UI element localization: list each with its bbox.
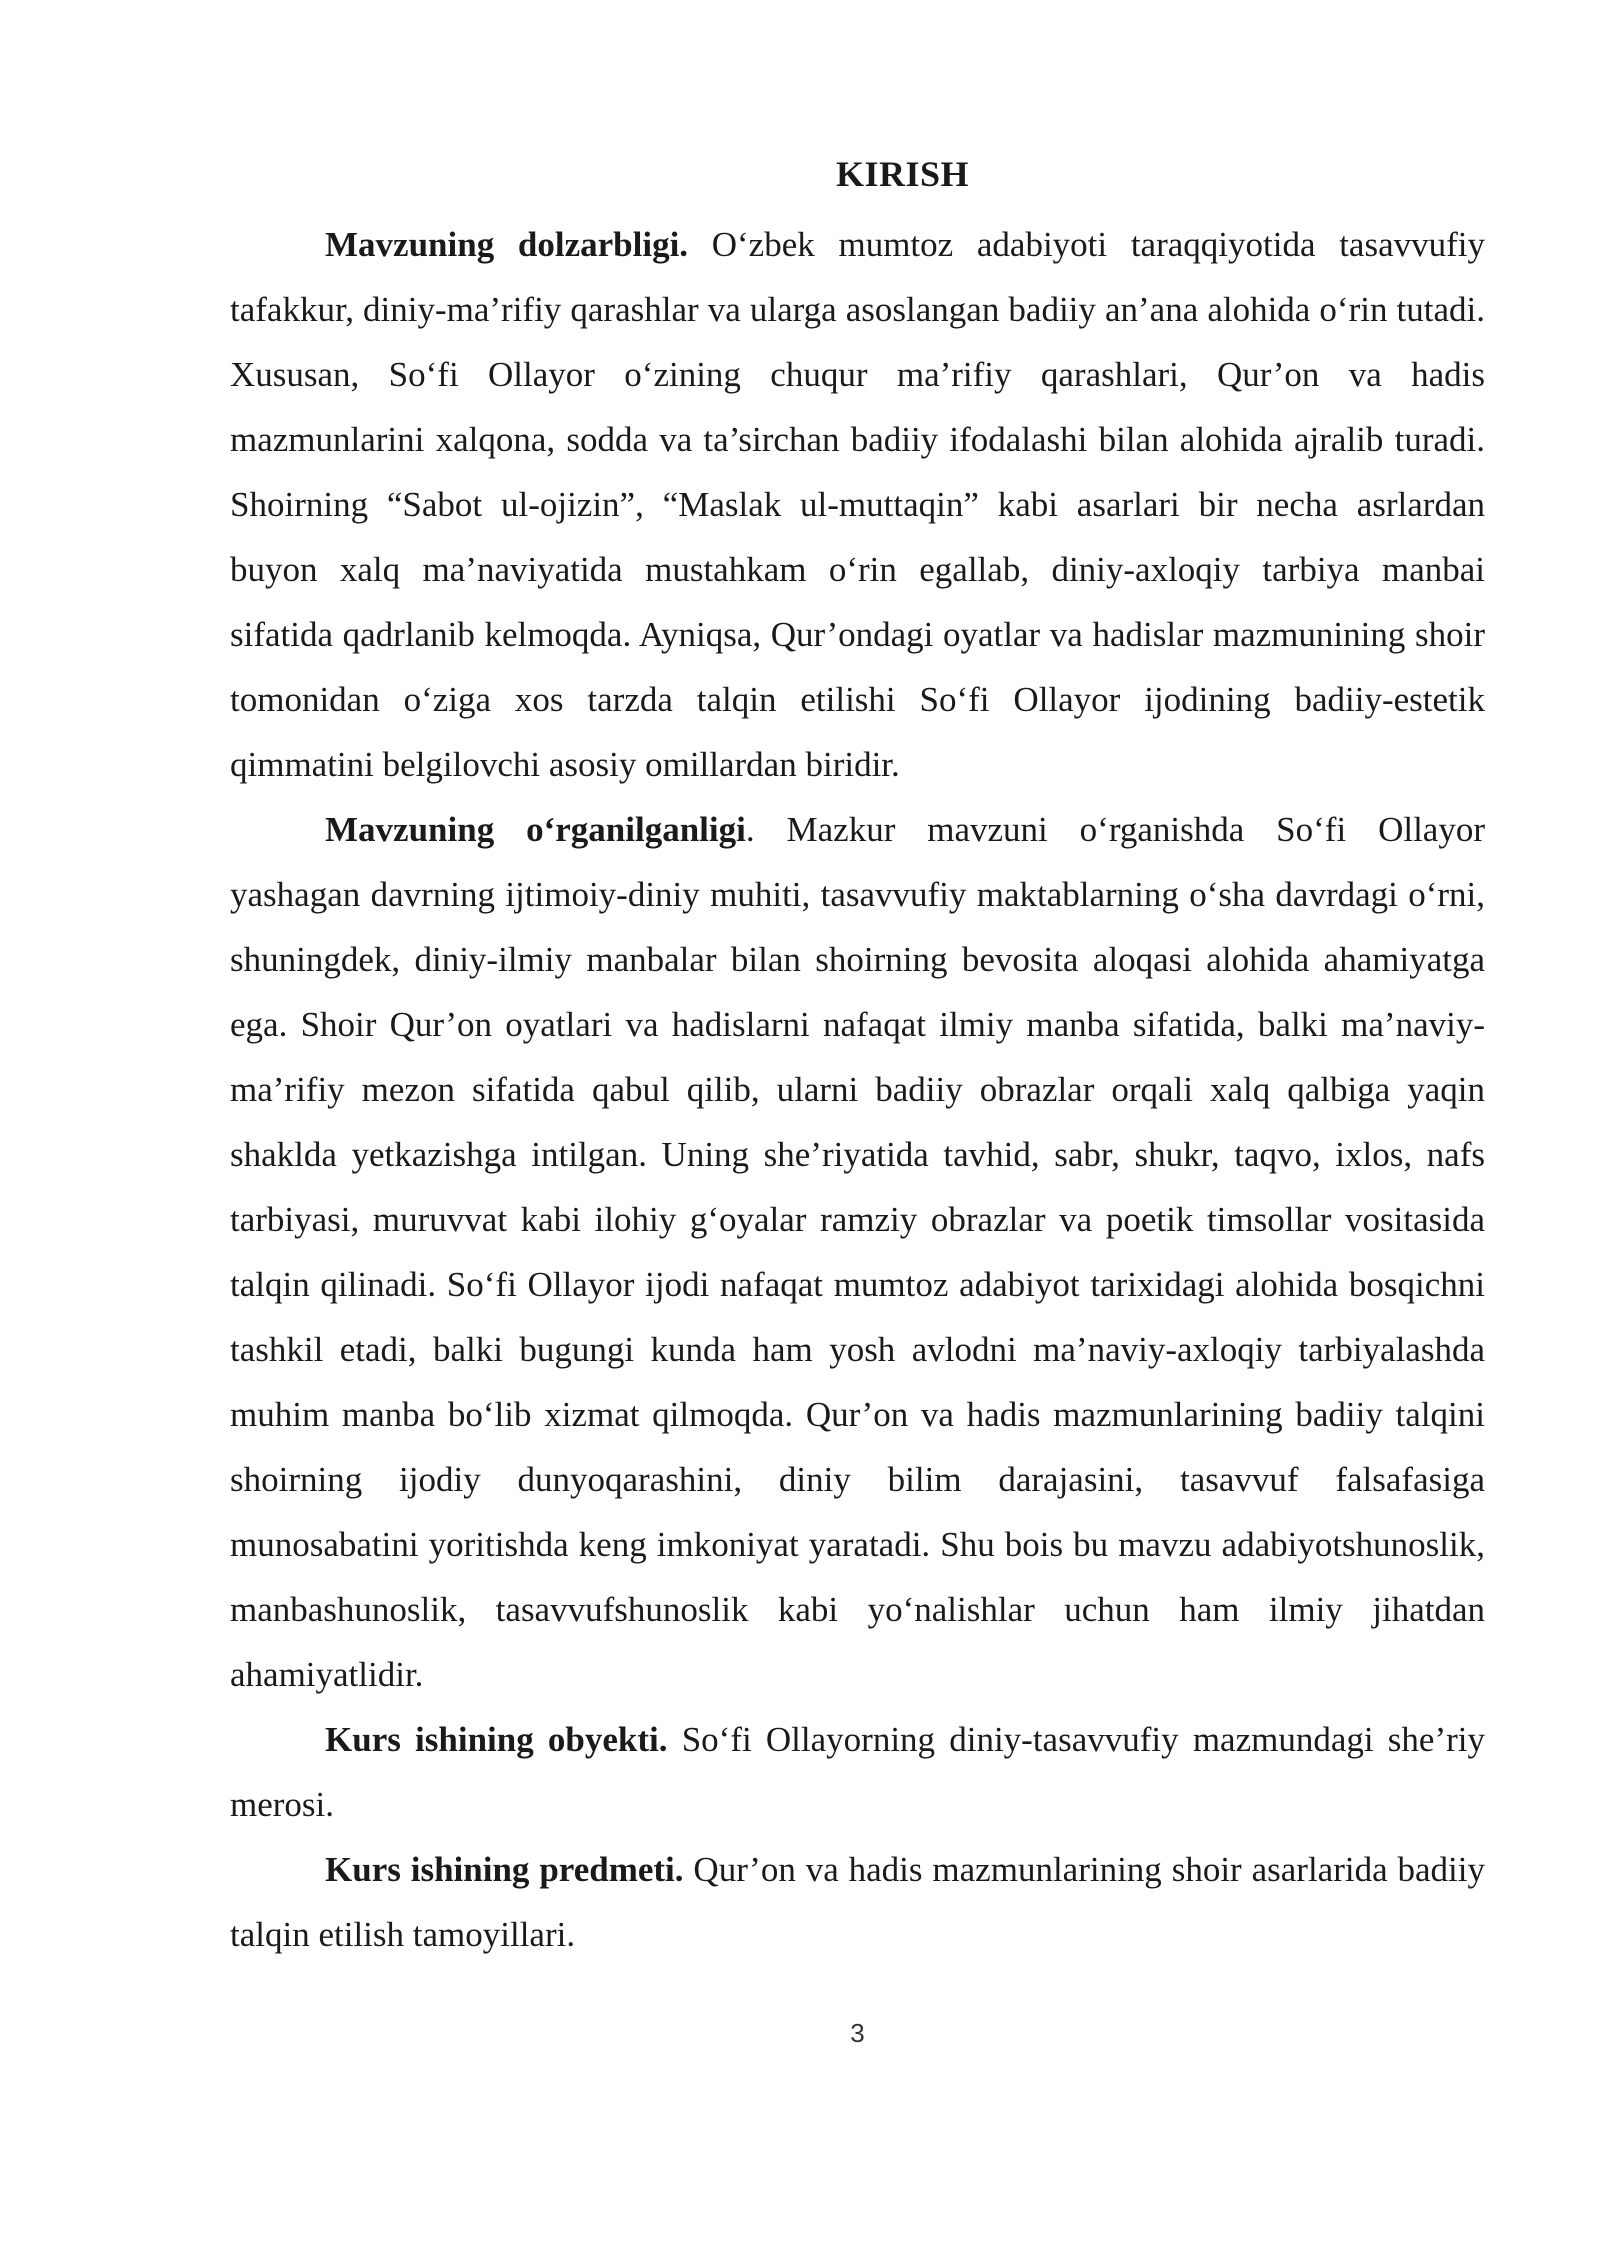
paragraph-relevance	[230, 212, 1485, 797]
paragraph-text: O‘zbek mumtoz adabiyoti taraqqiyotida tasavvufiy tafakkur, diniy-ma’rifiy qarashlar va ularga asoslangan badiiy an’ana alohida o‘rin tutadi. Xususan, So‘fi Ollayor o‘zining chuqur ma’rifiy qarashlari, Qur’on va hadis mazmunlarini xalqona, sodda va ta’sirchan badiiy ifodalashi bilan alohida ajralib turadi. Shoirning “Sabot ul-ojizin”, “Maslak ul-muttaqin” kabi asarlari bir necha asrlardan buyon xalq ma’naviyatida mustahkam o‘rin egallab, diniy-axloqiy tarbiya manbai sifatida qadrlanib kelmoqda. Ayniqsa, Qur’ondagi oyatlar va hadislar mazmunining shoir tomonidan o‘ziga xos tarzda talqin etilishi So‘fi Ollayor ijodining badiiy-estetik qimmatini belgilovchi asosiy omillardan biridir.	[230, 225, 1485, 784]
paragraph-study-degree	[230, 797, 1485, 1707]
paragraph-lead: Kurs ishining predmeti.	[325, 1850, 684, 1889]
paragraph-text: Qur’on va hadis mazmunlarining shoir asarlarida badiiy talqin etilish tamoyillari.	[230, 1850, 1485, 1954]
page-number: 3	[850, 2018, 865, 2048]
paragraph-lead: Mavzuning dolzarbligi.	[325, 225, 689, 264]
paragraph-text: So‘fi Ollayorning diniy-tasavvufiy mazmundagi she’riy merosi.	[230, 1720, 1485, 1824]
paragraph-lead: Mavzuning o‘rganilganligi	[325, 810, 746, 849]
paragraph-text: . Mazkur mavzuni o‘rganishda So‘fi Ollayor yashagan davrning ijtimoiy-diniy muhiti, tasavvufiy maktablarning o‘sha davrdagi o‘rni, shuningdek, diniy-ilmiy manbalar bilan shoirning bevosita aloqasi alohida ahamiyatga ega. Shoir Qur’on oyatlari va hadislarni nafaqat ilmiy manba sifatida, balki ma’naviy-ma’rifiy mezon sifatida qabul qilib, ularni badiiy obrazlar orqali xalq qalbiga yaqin shaklda yetkazishga intilgan. Uning she’riyatida tavhid, sabr, shukr, taqvo, ixlos, nafs tarbiyasi, muruvvat kabi ilohiy g‘oyalar ramziy obrazlar va poetik timsollar vositasida talqin qilinadi. So‘fi Ollayor ijodi nafaqat mumtoz adabiyot tarixidagi alohida bosqichni tashkil etadi, balki bugungi kunda ham yosh avlodni ma’naviy-axloqiy tarbiyalashda muhim manba bo‘lib xizmat qilmoqda. Qur’on va hadis mazmunlarining badiiy talqini shoirning ijodiy dunyoqarashini, diniy bilim darajasini, tasavvuf falsafasiga munosabatini yoritishda keng imkoniyat yaratadi. Shu bois bu mavzu adabiyotshunoslik, manbashunoslik, tasavvufshunoslik kabi yo‘nalishlar uchun ham ilmiy jihatdan ahamiyatlidir.	[230, 810, 1485, 1694]
paragraph-lead: Kurs ishining obyekti.	[325, 1720, 668, 1759]
paragraph-object	[230, 1707, 1485, 1837]
page-content	[230, 150, 1485, 1967]
paragraph-subject	[230, 1837, 1485, 1967]
section-heading: KIRISH	[835, 154, 970, 194]
